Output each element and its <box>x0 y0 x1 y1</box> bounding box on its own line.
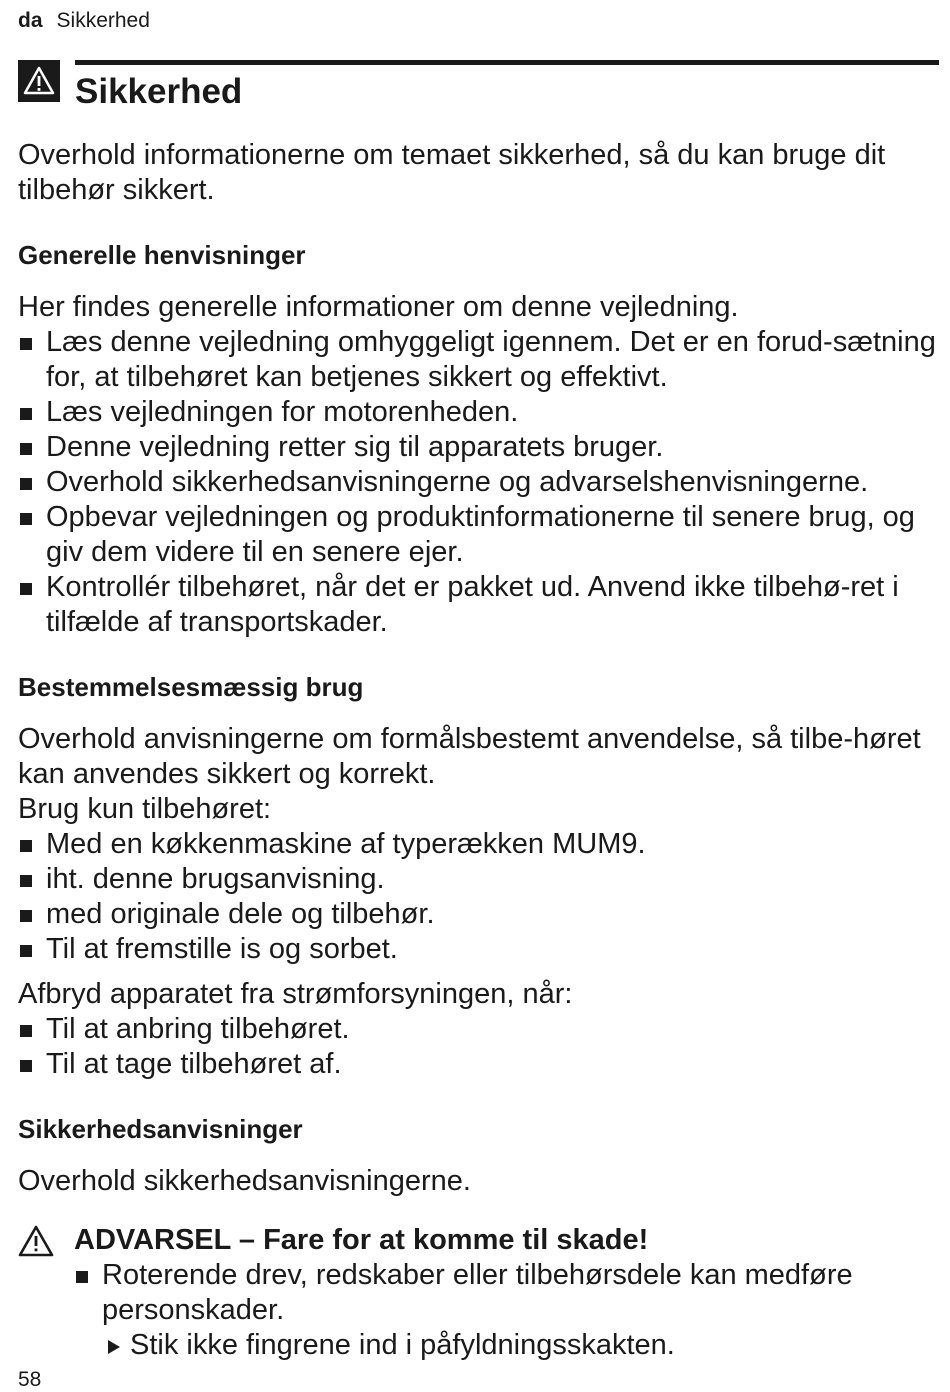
list-item: Til at fremstille is og sorbet. <box>18 932 940 967</box>
list-item: Til at tage tilbehøret af. <box>18 1047 940 1082</box>
list-item: Overhold sikkerhedsanvisningerne og advarselshenvisningerne. <box>18 465 940 500</box>
page-number: 58 <box>18 1368 42 1391</box>
language-code: da <box>18 9 43 32</box>
title-rule <box>75 60 939 65</box>
intended-use-lead: Brug kun tilbehøret: <box>18 793 272 825</box>
general-heading: Generelle henvisninger <box>18 240 306 270</box>
running-header <box>18 9 150 33</box>
disconnect-list <box>18 1012 940 1082</box>
list-item: Til at anbring tilbehøret. <box>18 1012 940 1047</box>
intended-use-heading: Bestemmelsesmæssig brug <box>18 672 364 702</box>
warning-action: Stik ikke fingrene ind i påfyldningsskakten. <box>102 1328 940 1363</box>
list-item: Denne vejledning retter sig til apparatets bruger. <box>18 430 940 465</box>
header-section-name: Sikkerhed <box>56 9 150 32</box>
list-item: iht. denne brugsanvisning. <box>18 862 940 897</box>
warning-item-text: Roterende drev, redskaber eller tilbehørsdele kan medføre personskader. <box>102 1259 853 1326</box>
safety-heading: Sikkerhedsanvisninger <box>18 1114 303 1144</box>
warning-heading <box>18 1223 940 1258</box>
list-item: Opbevar vejledningen og produktinformationerne til senere brug, og giv dem videre til en senere ejer. <box>18 500 940 570</box>
intro-text: Overhold informationerne om temaet sikkerhed, så du kan bruge dit tilbehør sikkert. <box>18 139 886 206</box>
general-text: Her findes generelle informationer om denne vejledning. <box>18 291 739 323</box>
list-item: Med en køkkenmaskine af typerækken MUM9. <box>18 827 940 862</box>
general-list <box>18 325 940 640</box>
warning-title: ADVARSEL – Fare for at komme til skade! <box>74 1224 649 1256</box>
warning-list <box>18 1258 940 1363</box>
warning-triangle-icon <box>18 60 60 102</box>
intended-use-text: Overhold anvisningerne om formålsbestemt anvendelse, så tilbe-høret kan anvendes sikkert og korrekt. <box>18 723 921 790</box>
main-content <box>18 138 940 1363</box>
page-title: Sikkerhed <box>75 72 243 111</box>
intended-use-list <box>18 827 940 967</box>
list-item: med originale dele og tilbehør. <box>18 897 940 932</box>
safety-text: Overhold sikkerhedsanvisningerne. <box>18 1165 471 1197</box>
warning-triangle-icon <box>18 1225 54 1257</box>
list-item: Kontrollér tilbehøret, når det er pakket ud. Anvend ikke tilbehø-ret i tilfælde af transportskader. <box>18 570 940 640</box>
list-item <box>74 1258 940 1363</box>
list-item: Læs vejledningen for motorenheden. <box>18 395 940 430</box>
list-item: Læs denne vejledning omhyggeligt igennem. Det er en forud-sætning for, at tilbehøret kan betjenes sikkert og effektivt. <box>18 325 940 395</box>
disconnect-lead: Afbryd apparatet fra strømforsyningen, når: <box>18 978 573 1010</box>
